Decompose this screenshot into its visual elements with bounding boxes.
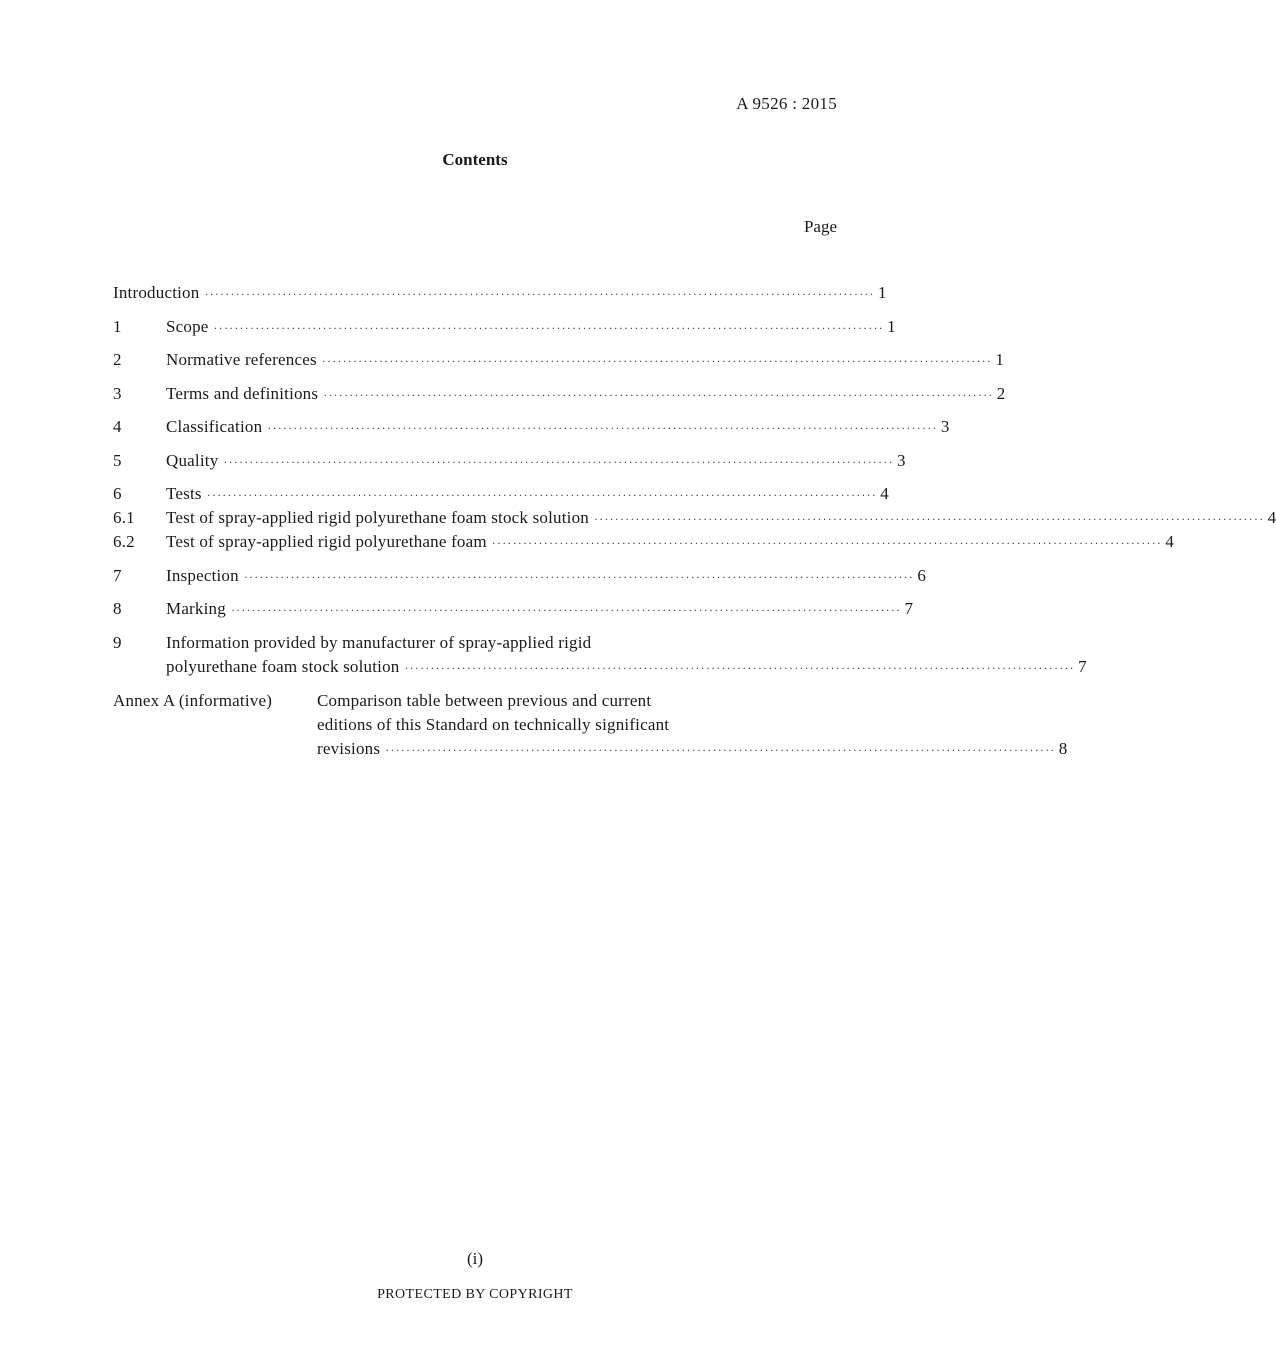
toc-entry-terms-and-definitions[interactable] xyxy=(166,382,1006,406)
toc-leader: ································································································································· xyxy=(223,455,894,469)
toc-entry-title: Test of spray-applied rigid polyurethane foam xyxy=(166,532,487,551)
toc-entry-page: 1 xyxy=(995,350,1005,369)
toc-entry-number: 4 xyxy=(113,417,122,436)
toc-entry-page: 7 xyxy=(904,599,914,618)
toc-entry-title: Tests xyxy=(166,484,202,503)
toc-entry-title: Classification xyxy=(166,417,263,436)
toc-entry-page: 4 xyxy=(1165,532,1175,551)
toc-entry-information-line1[interactable]: Information provided by manufacturer of spray-applied rigid xyxy=(166,633,592,652)
toc-entry-tests[interactable] xyxy=(166,482,889,506)
toc-entry-title: Inspection xyxy=(166,566,239,585)
toc-entry-page: 3 xyxy=(897,451,906,470)
document-number: A 9526 : 2015 xyxy=(736,94,837,113)
toc-entry-title: polyurethane foam stock solution xyxy=(166,657,400,676)
toc-entry-page: 3 xyxy=(940,417,950,436)
toc-entry-inspection[interactable] xyxy=(166,564,927,588)
toc-entry-test-foam[interactable] xyxy=(166,530,1175,554)
annex-title-line1[interactable]: Comparison table between previous and current xyxy=(317,691,652,710)
toc-leader: ································································································································· xyxy=(206,488,877,502)
toc-leader: ································································································································· xyxy=(593,512,1265,526)
contents-title: Contents xyxy=(442,150,508,169)
toc-leader: ································································································································· xyxy=(204,287,875,301)
toc-entry-scope[interactable] xyxy=(166,315,896,339)
toc-entry-marking[interactable] xyxy=(166,597,914,621)
toc-entry-title: Introduction xyxy=(113,283,200,302)
toc-entry-quality[interactable] xyxy=(166,449,906,473)
toc-entry-normative-references[interactable] xyxy=(166,348,1005,372)
toc-leader: ································································································································· xyxy=(404,661,1075,675)
toc-entry-annex-a[interactable] xyxy=(317,737,1068,761)
toc-entry-number: 1 xyxy=(113,317,122,336)
toc-entry-number: 6.1 xyxy=(113,508,135,527)
toc-leader: ································································································································· xyxy=(321,354,993,368)
toc-leader: ································································································································· xyxy=(243,570,915,584)
toc-entry-number: 6 xyxy=(113,484,122,503)
toc-leader: ································································································································· xyxy=(385,743,1056,757)
toc-leader: ································································································································· xyxy=(267,421,938,435)
toc-entry-number: 7 xyxy=(113,566,122,585)
page-number: (i) xyxy=(466,1249,484,1268)
toc-leader: ································································································································· xyxy=(491,536,1163,550)
toc-entry-page: 1 xyxy=(887,317,896,336)
toc-entry-page: 8 xyxy=(1058,739,1068,758)
toc-entry-classification[interactable] xyxy=(166,415,950,439)
toc-entry-number: 3 xyxy=(113,384,122,403)
toc-entry-page: 4 xyxy=(1267,508,1276,527)
toc-entry-number: 9 xyxy=(113,633,122,652)
toc-entry-introduction[interactable] xyxy=(113,281,887,305)
toc-entry-test-stock-solution[interactable] xyxy=(166,506,1276,530)
toc-entry-information[interactable] xyxy=(166,655,1087,679)
toc-entry-title: Marking xyxy=(166,599,226,618)
toc-leader: ································································································································· xyxy=(323,388,994,402)
toc-leader: ································································································································· xyxy=(230,603,902,617)
toc-entry-number: 2 xyxy=(113,350,122,369)
toc-leader: ································································································································· xyxy=(213,321,884,335)
toc-entry-title: revisions xyxy=(317,739,381,758)
toc-entry-page: 4 xyxy=(880,484,889,503)
toc-entry-number: 5 xyxy=(113,451,122,470)
toc-entry-page: 2 xyxy=(996,384,1006,403)
toc-entry-page: 6 xyxy=(917,566,927,585)
copyright-notice: PROTECTED BY COPYRIGHT xyxy=(377,1287,573,1302)
toc-entry-number: 6.2 xyxy=(113,532,135,551)
toc-entry-title: Test of spray-applied rigid polyurethane foam stock solution xyxy=(166,508,589,527)
toc-entry-title: Quality xyxy=(166,451,219,470)
annex-label: Annex A (informative) xyxy=(113,691,273,710)
toc-entry-number: 8 xyxy=(113,599,122,618)
toc-entry-page: 7 xyxy=(1078,657,1087,676)
toc-entry-title: Scope xyxy=(166,317,209,336)
toc-entry-page: 1 xyxy=(878,283,887,302)
toc-entry-title: Normative references xyxy=(166,350,317,369)
toc-entry-title: Terms and definitions xyxy=(166,384,319,403)
page-column-label: Page xyxy=(803,217,837,236)
annex-title-line2[interactable]: editions of this Standard on technically significant xyxy=(317,715,670,734)
